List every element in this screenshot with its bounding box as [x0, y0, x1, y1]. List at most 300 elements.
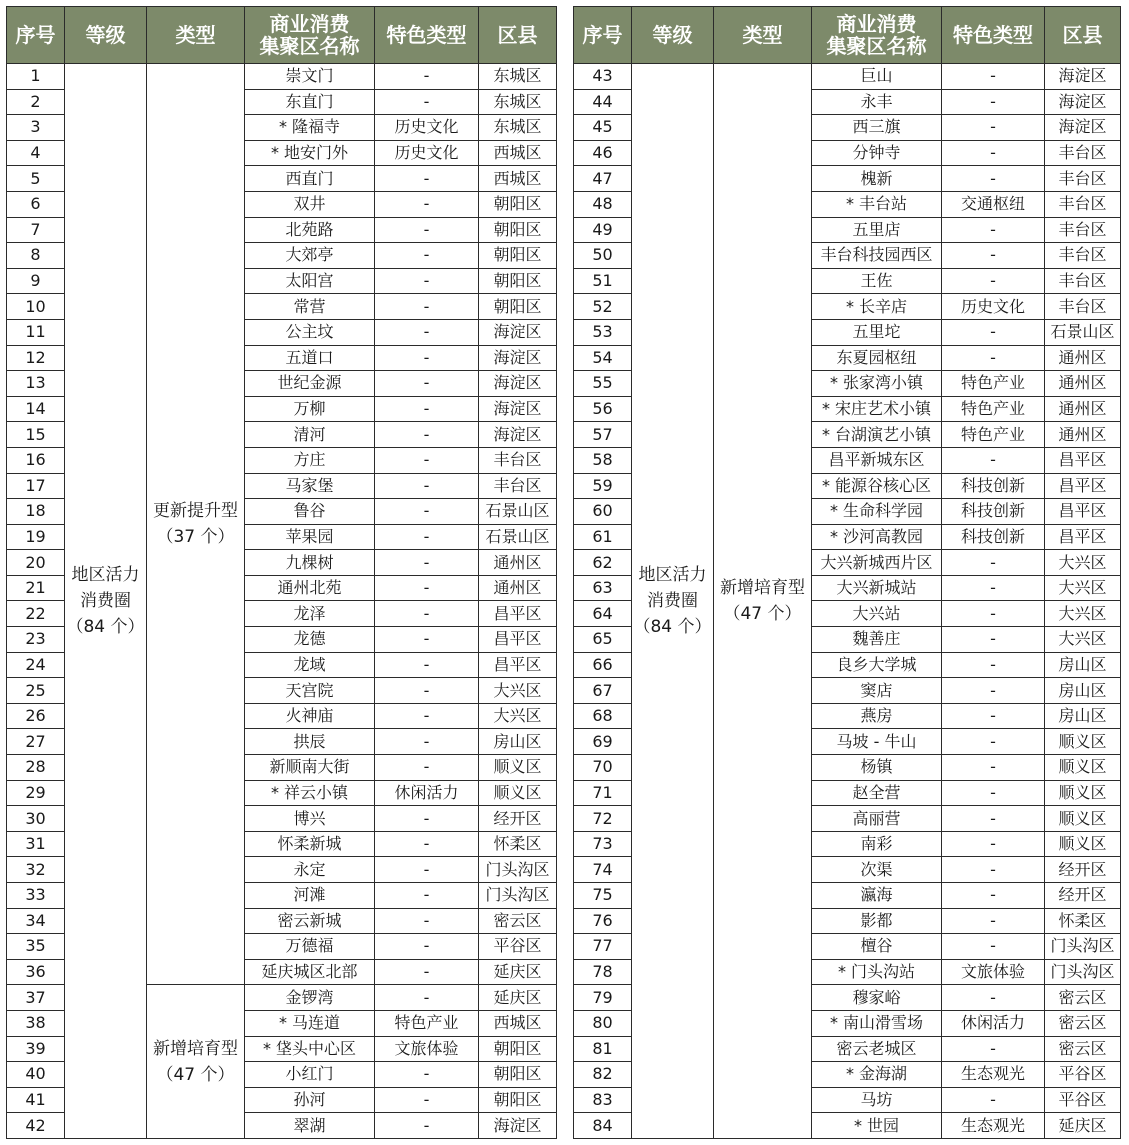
row-feature: - — [942, 217, 1045, 243]
header-feature: 特色类型 — [375, 7, 479, 64]
row-feature: - — [375, 319, 479, 345]
row-name: 龙德 — [245, 627, 375, 653]
row-index: 70 — [574, 755, 632, 781]
type-line1: 新增培育型 — [720, 577, 805, 598]
row-index: 57 — [574, 422, 632, 448]
row-feature: - — [375, 499, 479, 525]
row-district: 丰台区 — [1045, 243, 1121, 269]
row-district: 顺义区 — [1045, 780, 1121, 806]
row-name: * 生命科学园 — [812, 499, 942, 525]
row-index: 20 — [7, 550, 65, 576]
row-index: 19 — [7, 524, 65, 550]
table-row — [574, 64, 1121, 90]
row-index: 82 — [574, 1062, 632, 1088]
row-feature: - — [375, 703, 479, 729]
row-feature: - — [942, 934, 1045, 960]
row-district: 朝阳区 — [479, 1062, 557, 1088]
row-feature: - — [375, 627, 479, 653]
row-feature: - — [375, 755, 479, 781]
row-feature: - — [375, 806, 479, 832]
row-name: 五里坨 — [812, 319, 942, 345]
row-district: 经开区 — [1045, 883, 1121, 909]
row-district: 丰台区 — [1045, 268, 1121, 294]
row-name: 苹果园 — [245, 524, 375, 550]
row-feature: - — [942, 1036, 1045, 1062]
row-index: 16 — [7, 447, 65, 473]
row-name: 天宫院 — [245, 678, 375, 704]
row-name: 穆家峪 — [812, 985, 942, 1011]
row-district: 朝阳区 — [479, 1087, 557, 1113]
header-name — [245, 7, 375, 64]
row-name: 密云老城区 — [812, 1036, 942, 1062]
row-index: 72 — [574, 806, 632, 832]
row-feature: - — [375, 1113, 479, 1139]
type-cell — [147, 985, 245, 1139]
row-district: 顺义区 — [1045, 755, 1121, 781]
row-name: 河滩 — [245, 883, 375, 909]
header-row — [574, 7, 1121, 64]
row-name: * 沙河高教园 — [812, 524, 942, 550]
row-feature: - — [375, 473, 479, 499]
row-district: 经开区 — [1045, 857, 1121, 883]
row-feature: 文旅体验 — [942, 959, 1045, 985]
row-index: 66 — [574, 652, 632, 678]
type-line2: （37 个） — [156, 527, 235, 548]
row-index: 42 — [7, 1113, 65, 1139]
row-index: 35 — [7, 934, 65, 960]
row-feature: 科技创新 — [942, 499, 1045, 525]
row-district: 顺义区 — [1045, 729, 1121, 755]
row-index: 26 — [7, 703, 65, 729]
row-name: 拱辰 — [245, 729, 375, 755]
row-feature: - — [375, 985, 479, 1011]
row-feature: 休闲活力 — [942, 1010, 1045, 1036]
row-district: 怀柔区 — [1045, 908, 1121, 934]
row-feature: - — [942, 166, 1045, 192]
row-district: 顺义区 — [1045, 831, 1121, 857]
row-feature: - — [375, 396, 479, 422]
row-feature: - — [375, 268, 479, 294]
row-feature: - — [375, 601, 479, 627]
row-name: 昌平新城东区 — [812, 447, 942, 473]
type-line2: （47 个） — [156, 1064, 235, 1085]
header-type: 类型 — [147, 7, 245, 64]
row-district: 丰台区 — [479, 473, 557, 499]
row-name: 北苑路 — [245, 217, 375, 243]
row-name: 太阳宫 — [245, 268, 375, 294]
level-cell — [632, 64, 714, 1139]
row-district: 西城区 — [479, 1010, 557, 1036]
row-index: 46 — [574, 140, 632, 166]
row-district: 通州区 — [1045, 422, 1121, 448]
row-district: 门头沟区 — [1045, 934, 1121, 960]
row-index: 73 — [574, 831, 632, 857]
row-district: 门头沟区 — [479, 883, 557, 909]
row-district: 昌平区 — [1045, 524, 1121, 550]
row-name: 世纪金源 — [245, 371, 375, 397]
row-district: 昌平区 — [479, 601, 557, 627]
row-feature: - — [942, 883, 1045, 909]
level-line2: 消费圈 — [647, 590, 698, 611]
row-district: 通州区 — [1045, 371, 1121, 397]
row-feature: - — [375, 1087, 479, 1113]
row-name: 密云新城 — [245, 908, 375, 934]
header-level: 等级 — [65, 7, 147, 64]
row-feature: 生态观光 — [942, 1062, 1045, 1088]
row-district: 延庆区 — [479, 985, 557, 1011]
row-index: 34 — [7, 908, 65, 934]
row-name: 槐新 — [812, 166, 942, 192]
row-index: 74 — [574, 857, 632, 883]
row-index: 32 — [7, 857, 65, 883]
level-line3: （84 个） — [66, 616, 145, 637]
row-name: * 台湖演艺小镇 — [812, 422, 942, 448]
row-name: 崇文门 — [245, 64, 375, 90]
row-feature: - — [942, 678, 1045, 704]
row-feature: - — [942, 601, 1045, 627]
row-name: 良乡大学城 — [812, 652, 942, 678]
row-index: 78 — [574, 959, 632, 985]
row-name: 永丰 — [812, 89, 942, 115]
row-feature: - — [375, 883, 479, 909]
row-feature: - — [942, 908, 1045, 934]
row-district: 丰台区 — [1045, 166, 1121, 192]
row-district: 通州区 — [1045, 396, 1121, 422]
row-feature: - — [942, 64, 1045, 90]
row-district: 大兴区 — [1045, 627, 1121, 653]
header-type: 类型 — [714, 7, 812, 64]
row-name: 万柳 — [245, 396, 375, 422]
row-index: 27 — [7, 729, 65, 755]
row-feature: - — [375, 1062, 479, 1088]
row-index: 23 — [7, 627, 65, 653]
row-name: * 祥云小镇 — [245, 780, 375, 806]
row-index: 75 — [574, 883, 632, 909]
row-name: 南彩 — [812, 831, 942, 857]
row-district: 海淀区 — [479, 396, 557, 422]
row-feature: - — [942, 985, 1045, 1011]
row-index: 25 — [7, 678, 65, 704]
row-feature: 历史文化 — [375, 115, 479, 141]
row-district: 顺义区 — [479, 755, 557, 781]
row-index: 69 — [574, 729, 632, 755]
row-feature: - — [942, 729, 1045, 755]
row-feature: 交通枢纽 — [942, 191, 1045, 217]
row-name: 檀谷 — [812, 934, 942, 960]
row-district: 房山区 — [1045, 678, 1121, 704]
row-index: 47 — [574, 166, 632, 192]
row-district: 朝阳区 — [479, 217, 557, 243]
row-name: 博兴 — [245, 806, 375, 832]
row-name: 孙河 — [245, 1087, 375, 1113]
row-index: 81 — [574, 1036, 632, 1062]
row-name: 大郊亭 — [245, 243, 375, 269]
row-index: 58 — [574, 447, 632, 473]
row-name: * 垡头中心区 — [245, 1036, 375, 1062]
row-name: * 丰台站 — [812, 191, 942, 217]
row-index: 62 — [574, 550, 632, 576]
row-name: 双井 — [245, 191, 375, 217]
row-feature: 特色产业 — [942, 422, 1045, 448]
row-index: 4 — [7, 140, 65, 166]
row-index: 44 — [574, 89, 632, 115]
row-name: 鲁谷 — [245, 499, 375, 525]
row-feature: - — [942, 447, 1045, 473]
row-name: 延庆城区北部 — [245, 959, 375, 985]
row-district: 西城区 — [479, 166, 557, 192]
row-district: 大兴区 — [479, 678, 557, 704]
row-name: 清河 — [245, 422, 375, 448]
row-district: 密云区 — [1045, 1036, 1121, 1062]
row-district: 大兴区 — [1045, 601, 1121, 627]
row-feature: - — [942, 1087, 1045, 1113]
row-index: 71 — [574, 780, 632, 806]
row-district: 昌平区 — [479, 652, 557, 678]
row-name: 马坡 - 牛山 — [812, 729, 942, 755]
row-index: 63 — [574, 575, 632, 601]
row-feature: - — [375, 371, 479, 397]
row-index: 37 — [7, 985, 65, 1011]
row-index: 17 — [7, 473, 65, 499]
row-feature: 历史文化 — [375, 140, 479, 166]
row-feature: 休闲活力 — [375, 780, 479, 806]
row-district: 顺义区 — [1045, 806, 1121, 832]
row-feature: 特色产业 — [942, 371, 1045, 397]
row-feature: - — [375, 550, 479, 576]
row-district: 大兴区 — [1045, 550, 1121, 576]
row-index: 22 — [7, 601, 65, 627]
row-district: 东城区 — [479, 89, 557, 115]
consumption-table-left — [6, 6, 557, 1139]
row-name: 赵全营 — [812, 780, 942, 806]
row-index: 2 — [7, 89, 65, 115]
row-feature: - — [942, 268, 1045, 294]
row-feature: - — [375, 524, 479, 550]
row-index: 67 — [574, 678, 632, 704]
row-feature: - — [375, 422, 479, 448]
row-name: 金锣湾 — [245, 985, 375, 1011]
row-district: 昌平区 — [1045, 473, 1121, 499]
row-index: 64 — [574, 601, 632, 627]
row-name: 马家堡 — [245, 473, 375, 499]
row-name: 瀛海 — [812, 883, 942, 909]
row-district: 东城区 — [479, 64, 557, 90]
row-feature: - — [375, 831, 479, 857]
row-name: 永定 — [245, 857, 375, 883]
row-feature: - — [942, 115, 1045, 141]
row-feature: - — [375, 217, 479, 243]
row-district: 密云区 — [479, 908, 557, 934]
row-feature: - — [942, 345, 1045, 371]
row-index: 31 — [7, 831, 65, 857]
header-name-line2: 集聚区名称 — [826, 34, 927, 58]
row-index: 36 — [7, 959, 65, 985]
row-district: 经开区 — [479, 806, 557, 832]
row-district: 延庆区 — [479, 959, 557, 985]
row-district: 密云区 — [1045, 985, 1121, 1011]
row-index: 12 — [7, 345, 65, 371]
row-name: 巨山 — [812, 64, 942, 90]
row-name: 大兴新城西片区 — [812, 550, 942, 576]
row-name: 九棵树 — [245, 550, 375, 576]
row-district: 丰台区 — [1045, 140, 1121, 166]
level-line1: 地区活力 — [638, 564, 707, 585]
row-feature: - — [942, 319, 1045, 345]
row-name: 杨镇 — [812, 755, 942, 781]
row-name: 马坊 — [812, 1087, 942, 1113]
row-district: 昌平区 — [1045, 499, 1121, 525]
consumption-table-right — [573, 6, 1121, 1139]
row-district: 海淀区 — [479, 1113, 557, 1139]
level-line1: 地区活力 — [71, 564, 140, 585]
row-index: 41 — [7, 1087, 65, 1113]
level-line3: （84 个） — [633, 616, 712, 637]
row-district: 丰台区 — [1045, 217, 1121, 243]
row-index: 29 — [7, 780, 65, 806]
header-name-line2: 集聚区名称 — [259, 34, 360, 58]
row-name: 王佐 — [812, 268, 942, 294]
row-name: 大兴新城站 — [812, 575, 942, 601]
row-name: 西直门 — [245, 166, 375, 192]
row-index: 8 — [7, 243, 65, 269]
row-district: 朝阳区 — [479, 1036, 557, 1062]
row-district: 通州区 — [1045, 345, 1121, 371]
row-feature: - — [375, 89, 479, 115]
row-district: 门头沟区 — [1045, 959, 1121, 985]
row-feature: - — [942, 857, 1045, 883]
row-index: 1 — [7, 64, 65, 90]
row-index: 24 — [7, 652, 65, 678]
row-district: 朝阳区 — [479, 294, 557, 320]
row-index: 13 — [7, 371, 65, 397]
row-index: 43 — [574, 64, 632, 90]
row-name: 大兴站 — [812, 601, 942, 627]
row-index: 60 — [574, 499, 632, 525]
row-index: 3 — [7, 115, 65, 141]
row-name: 五里店 — [812, 217, 942, 243]
row-feature: 特色产业 — [942, 396, 1045, 422]
row-name: 高丽营 — [812, 806, 942, 832]
row-feature: - — [375, 908, 479, 934]
row-name: 影都 — [812, 908, 942, 934]
row-name: 燕房 — [812, 703, 942, 729]
header-row — [7, 7, 557, 64]
row-index: 9 — [7, 268, 65, 294]
row-feature: - — [375, 64, 479, 90]
row-feature: - — [942, 243, 1045, 269]
row-district: 通州区 — [479, 550, 557, 576]
row-district: 平谷区 — [479, 934, 557, 960]
row-feature: 生态观光 — [942, 1113, 1045, 1139]
row-feature: 科技创新 — [942, 524, 1045, 550]
row-feature: - — [375, 959, 479, 985]
row-name: * 金海湖 — [812, 1062, 942, 1088]
row-feature: - — [375, 294, 479, 320]
header-level: 等级 — [632, 7, 714, 64]
type-cell — [147, 64, 245, 985]
row-name: 公主坟 — [245, 319, 375, 345]
row-index: 48 — [574, 191, 632, 217]
row-index: 40 — [7, 1062, 65, 1088]
row-district: 丰台区 — [1045, 191, 1121, 217]
row-name: 怀柔新城 — [245, 831, 375, 857]
row-feature: 历史文化 — [942, 294, 1045, 320]
row-index: 21 — [7, 575, 65, 601]
row-index: 49 — [574, 217, 632, 243]
type-line1: 新增培育型 — [153, 1038, 238, 1059]
row-district: 门头沟区 — [479, 857, 557, 883]
row-feature: - — [942, 806, 1045, 832]
row-index: 84 — [574, 1113, 632, 1139]
level-line2: 消费圈 — [80, 590, 131, 611]
row-district: 房山区 — [1045, 703, 1121, 729]
row-feature: - — [375, 191, 479, 217]
row-district: 房山区 — [479, 729, 557, 755]
row-index: 5 — [7, 166, 65, 192]
row-feature: - — [375, 729, 479, 755]
row-feature: - — [942, 89, 1045, 115]
row-name: 常营 — [245, 294, 375, 320]
row-feature: - — [375, 447, 479, 473]
row-feature: - — [375, 652, 479, 678]
row-feature: - — [375, 575, 479, 601]
row-name: 东夏园枢纽 — [812, 345, 942, 371]
row-district: 朝阳区 — [479, 268, 557, 294]
row-district: 海淀区 — [479, 371, 557, 397]
row-index: 18 — [7, 499, 65, 525]
row-index: 7 — [7, 217, 65, 243]
row-feature: - — [942, 831, 1045, 857]
level-cell — [65, 64, 147, 1139]
row-index: 77 — [574, 934, 632, 960]
row-index: 61 — [574, 524, 632, 550]
row-feature: - — [942, 703, 1045, 729]
row-name: * 马连道 — [245, 1010, 375, 1036]
row-name: * 长辛店 — [812, 294, 942, 320]
row-name: 西三旗 — [812, 115, 942, 141]
row-index: 65 — [574, 627, 632, 653]
row-index: 10 — [7, 294, 65, 320]
row-name: * 能源谷核心区 — [812, 473, 942, 499]
row-index: 50 — [574, 243, 632, 269]
row-index: 38 — [7, 1010, 65, 1036]
row-name: 丰台科技园西区 — [812, 243, 942, 269]
row-name: 五道口 — [245, 345, 375, 371]
row-district: 昌平区 — [479, 627, 557, 653]
row-district: 海淀区 — [1045, 89, 1121, 115]
row-feature: - — [375, 678, 479, 704]
header-feature: 特色类型 — [942, 7, 1045, 64]
row-district: 顺义区 — [479, 780, 557, 806]
row-index: 6 — [7, 191, 65, 217]
header-name-line1: 商业消费 — [836, 12, 917, 36]
row-index: 68 — [574, 703, 632, 729]
row-index: 76 — [574, 908, 632, 934]
row-name: 分钟寺 — [812, 140, 942, 166]
row-name: 万德福 — [245, 934, 375, 960]
row-name: 方庄 — [245, 447, 375, 473]
row-district: 延庆区 — [1045, 1113, 1121, 1139]
row-district: 大兴区 — [479, 703, 557, 729]
row-district: 海淀区 — [479, 422, 557, 448]
row-index: 59 — [574, 473, 632, 499]
row-index: 15 — [7, 422, 65, 448]
type-line2: （47 个） — [723, 603, 802, 624]
row-name: 龙域 — [245, 652, 375, 678]
row-name: * 张家湾小镇 — [812, 371, 942, 397]
row-district: 西城区 — [479, 140, 557, 166]
row-index: 53 — [574, 319, 632, 345]
